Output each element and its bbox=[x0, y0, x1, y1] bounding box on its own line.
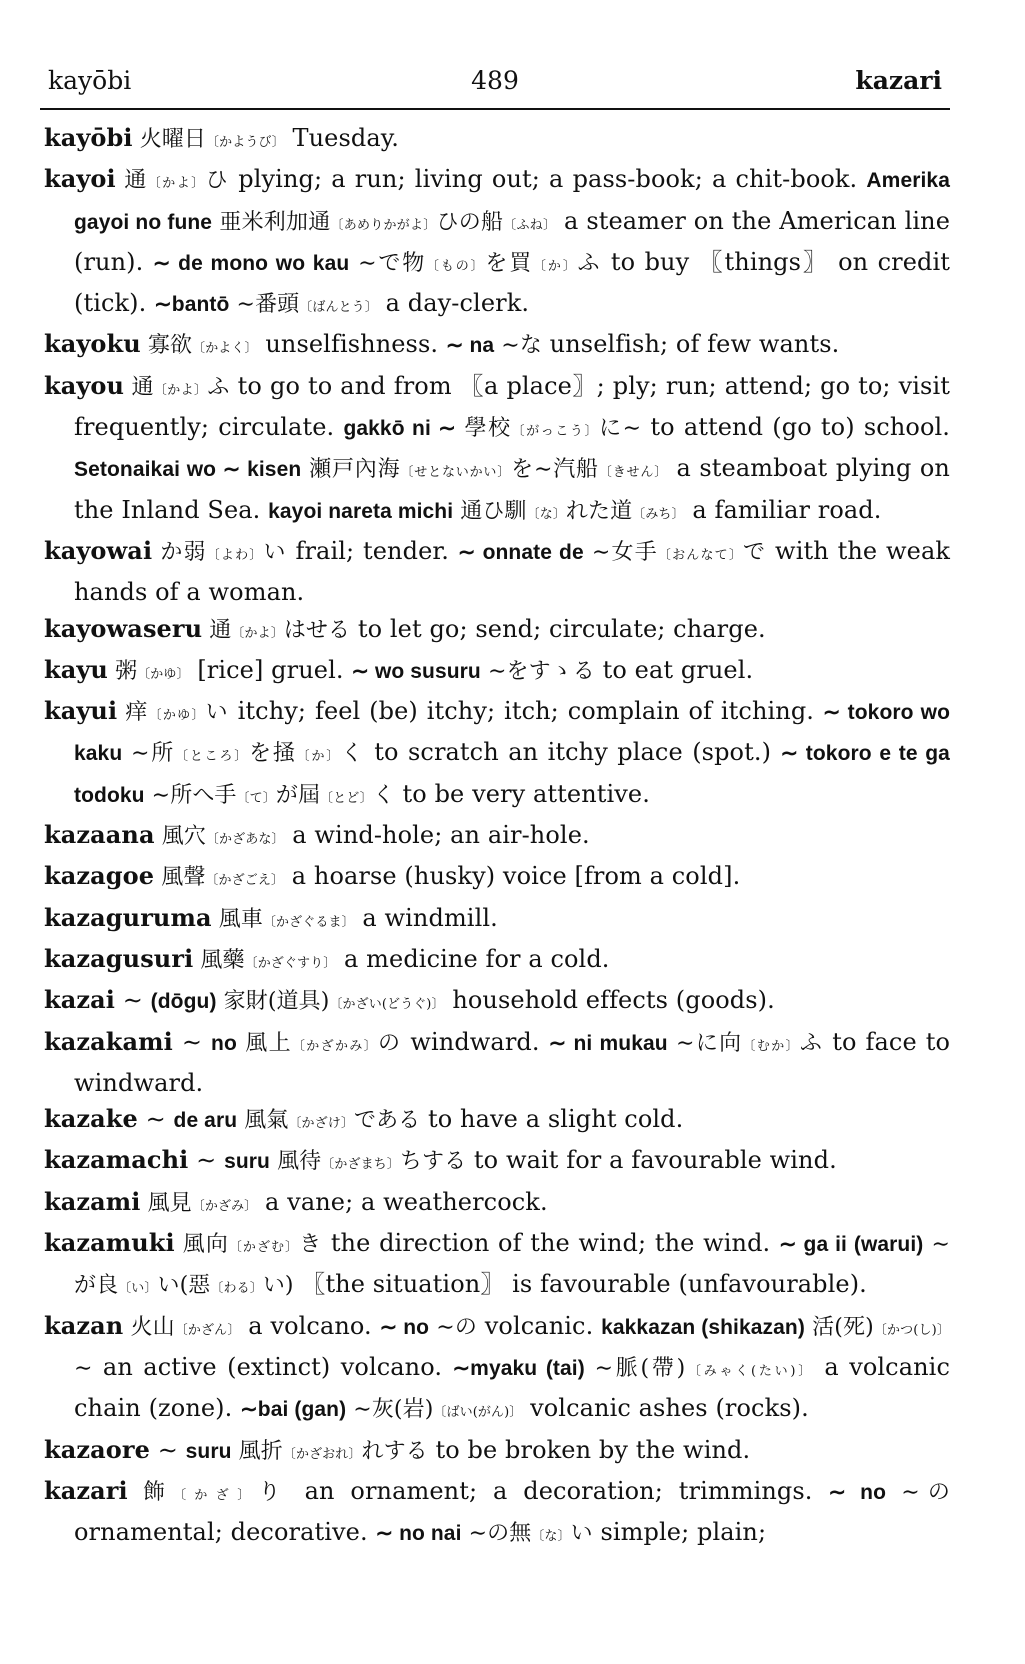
example-romaji: gakkō ni ∼ bbox=[343, 417, 456, 441]
dictionary-entry bbox=[44, 900, 950, 941]
example-romaji: ∼ no bbox=[379, 1315, 430, 1339]
kanji-text: 學校 bbox=[455, 416, 512, 442]
kanji-text: に∼ bbox=[599, 416, 642, 442]
definition-text: unselfish; of few wants. bbox=[541, 330, 840, 359]
definition-text: an active (extinct) volcano. bbox=[92, 1352, 453, 1381]
kanji-text: ∼番頭 bbox=[229, 292, 300, 318]
kanji-text: 飾 bbox=[127, 1479, 174, 1505]
kanji-text: ∼所 bbox=[122, 741, 176, 767]
definition-text: plying; a run; living out; a pass-book; a chit-book. bbox=[229, 165, 867, 194]
kanji-text: ∼が良 bbox=[74, 1232, 950, 1299]
definition-text: a vane; a weathercock. bbox=[257, 1187, 548, 1216]
kanji-text: 火山 bbox=[123, 1314, 175, 1340]
example-romaji: ∼ no bbox=[828, 1480, 887, 1504]
example-romaji: (dōgu) bbox=[150, 990, 217, 1014]
dictionary-entry bbox=[44, 817, 950, 858]
headword: kazai bbox=[44, 985, 115, 1015]
example-romaji: Setonaikai wo ∼ kisen bbox=[74, 458, 302, 482]
reading-gloss: 〔とど〕 bbox=[320, 790, 373, 806]
headword: kayoku bbox=[44, 329, 141, 359]
reading-gloss: 〔な〕 bbox=[531, 1529, 571, 1545]
kanji-text: ∼脈(帶) bbox=[584, 1355, 686, 1381]
reading-gloss: 〔むか〕 bbox=[742, 1038, 800, 1054]
headword: kazaana bbox=[44, 820, 155, 850]
kanji-text: ∼で物 bbox=[349, 250, 427, 276]
reading-gloss: 〔ところ〕 bbox=[175, 749, 250, 765]
definition-text: windward. bbox=[401, 1027, 549, 1056]
reading-gloss: 〔かざみ〕 bbox=[191, 1198, 258, 1214]
reading-gloss: 〔かよ〕 bbox=[147, 176, 206, 192]
kanji-text: 風車 bbox=[211, 906, 263, 932]
kanji-text: ふ bbox=[207, 374, 230, 400]
reading-gloss: 〔か〕 bbox=[296, 749, 342, 765]
definition-text: ∼ bbox=[114, 986, 151, 1015]
example-romaji: kakkazan (shikazan) bbox=[601, 1315, 805, 1339]
reading-gloss: 〔かざぐるま〕 bbox=[262, 914, 355, 930]
reading-gloss: 〔かざけ〕 bbox=[288, 1116, 354, 1132]
example-romaji: suru bbox=[224, 1150, 270, 1174]
reading-gloss: 〔わる〕 bbox=[210, 1281, 263, 1297]
definition-text: volcanic ashes (rocks). bbox=[522, 1394, 809, 1423]
kanji-text: 家財(道具) bbox=[216, 989, 330, 1015]
dictionary-entry bbox=[44, 326, 950, 367]
kanji-text: れする bbox=[361, 1438, 428, 1464]
kanji-text: ふ bbox=[577, 250, 602, 276]
reading-gloss: 〔もの〕 bbox=[426, 258, 486, 274]
headword: kazaguruma bbox=[44, 902, 212, 932]
headword: kazaore bbox=[44, 1434, 150, 1464]
headword: kayou bbox=[44, 370, 125, 400]
example-romaji: ∼ tokoro e te ga todoku bbox=[74, 742, 950, 807]
reading-gloss: 〔ばんとう〕 bbox=[299, 300, 378, 316]
definition-text: a windmill. bbox=[354, 903, 498, 932]
dictionary-page bbox=[40, 60, 950, 1555]
kanji-text: 風上 bbox=[236, 1030, 292, 1056]
kanji-text: い bbox=[263, 539, 287, 565]
example-romaji: ∼bai (gan) bbox=[240, 1398, 347, 1422]
kanji-text: い bbox=[570, 1521, 593, 1547]
example-romaji: ∼ tokoro wo kaku bbox=[74, 701, 950, 766]
example-romaji: ∼ de mono wo kau bbox=[152, 251, 350, 275]
definition-text: a volcanic chain (zone). bbox=[74, 1352, 950, 1423]
kanji-text: 瀬戸內海 bbox=[301, 457, 401, 483]
kanji-text: く bbox=[372, 782, 395, 808]
example-romaji: ∼ onnate de bbox=[457, 540, 584, 564]
dictionary-entry bbox=[44, 368, 950, 533]
kanji-text: ∼所へ手 bbox=[144, 782, 237, 808]
reading-gloss: 〔おんなて〕 bbox=[657, 547, 744, 563]
kanji-text: を∼汽船 bbox=[511, 457, 599, 483]
dictionary-entry bbox=[44, 1142, 950, 1183]
kanji-text: で bbox=[743, 539, 767, 565]
definition-text: to face to windward. bbox=[74, 1027, 951, 1097]
kanji-text: ひの船 bbox=[436, 209, 504, 235]
dictionary-entry bbox=[44, 858, 950, 899]
kanji-text: ∼に向 bbox=[667, 1030, 743, 1056]
headword: kayoi bbox=[44, 164, 116, 194]
dictionary-entry bbox=[44, 1101, 950, 1142]
definition-text: to attend (go to) school. bbox=[641, 413, 950, 442]
definition-text: a familiar road. bbox=[684, 495, 882, 524]
definition-text: to buy 〖things〗 on credit (tick). bbox=[74, 247, 951, 318]
example-romaji: ∼ ni mukau bbox=[548, 1031, 668, 1055]
kanji-text: ∼をすゝる bbox=[480, 658, 595, 684]
dictionary-entry bbox=[44, 161, 950, 326]
reading-gloss: 〔みゃく(たい)〕 bbox=[685, 1363, 814, 1379]
headword: kazagusuri bbox=[44, 943, 194, 973]
kanji-text: い) bbox=[262, 1273, 294, 1299]
kanji-text: である bbox=[353, 1108, 421, 1134]
kanji-text: 粥 bbox=[107, 658, 138, 684]
kanji-text: ふ bbox=[799, 1030, 824, 1056]
reading-gloss: 〔かざおれ〕 bbox=[282, 1446, 362, 1462]
headword: kazami bbox=[44, 1186, 141, 1216]
example-romaji: Amerika gayoi no fune bbox=[74, 169, 950, 234]
definition-text: ornamental; decorative. bbox=[74, 1518, 376, 1547]
reading-gloss: 〔かざ〕 bbox=[173, 1487, 259, 1503]
reading-gloss: 〔か〕 bbox=[533, 258, 578, 274]
kanji-text: い(惡 bbox=[157, 1273, 211, 1299]
headword: kazamuki bbox=[44, 1228, 175, 1258]
headword: kazamachi bbox=[44, 1145, 189, 1175]
reading-gloss: 〔かざかみ〕 bbox=[291, 1038, 379, 1054]
example-romaji: kayoi nareta michi bbox=[268, 499, 454, 523]
dictionary-entry bbox=[44, 982, 950, 1023]
kanji-text: ちする bbox=[399, 1149, 467, 1175]
kanji-text: 火曜日 bbox=[132, 127, 207, 152]
kanji-text: 風藥 bbox=[193, 947, 245, 973]
definition-text: to go to and from 〖a place〗; ply; run; attend; go to; visit frequently; circulate. bbox=[74, 371, 950, 442]
kanji-text: り bbox=[258, 1479, 289, 1505]
headword: kazake bbox=[44, 1104, 138, 1134]
reading-gloss: 〔い〕 bbox=[118, 1281, 158, 1297]
kanji-text: き bbox=[299, 1232, 323, 1258]
definition-text: simple; plain; bbox=[592, 1518, 767, 1547]
definition-text: a wind-hole; an air-hole. bbox=[284, 821, 590, 850]
headword: kayōbi bbox=[44, 123, 133, 152]
kanji-text: ∼灰(岩) bbox=[346, 1397, 434, 1423]
reading-gloss: 〔て〕 bbox=[236, 790, 276, 806]
example-romaji: ∼ ga ii (warui) bbox=[778, 1233, 924, 1257]
dictionary-entry bbox=[44, 611, 950, 652]
page-number: 489 bbox=[471, 66, 519, 95]
example-romaji: de aru bbox=[173, 1109, 238, 1133]
reading-gloss: 〔かようび〕 bbox=[206, 135, 285, 150]
dictionary-entry bbox=[44, 693, 950, 817]
dictionary-entry bbox=[44, 652, 950, 693]
reading-gloss: 〔かざごえ〕 bbox=[205, 873, 285, 889]
kanji-text: が屆 bbox=[275, 782, 321, 808]
definition-text: ∼ bbox=[137, 1105, 174, 1134]
definition-text: to let go; send; circulate; charge. bbox=[350, 614, 766, 643]
kanji-text: 痒 bbox=[117, 700, 149, 726]
kanji-text: 通ひ馴 bbox=[453, 498, 527, 524]
definition-text: with the weak hands of a woman. bbox=[74, 536, 950, 607]
example-romaji: suru bbox=[185, 1439, 232, 1463]
headword: kazari bbox=[44, 1475, 128, 1505]
kanji-text: ∼女手 bbox=[583, 539, 658, 565]
definition-text: to wait for a favourable wind. bbox=[466, 1146, 837, 1175]
definition-text: itchy; feel (be) itchy; itch; complain of itching. bbox=[228, 697, 823, 726]
definition-text: to be very attentive. bbox=[394, 779, 650, 808]
reading-gloss: 〔がっこう〕 bbox=[511, 424, 600, 440]
kanji-text: 活(死) bbox=[804, 1314, 874, 1340]
reading-gloss: 〔かよく〕 bbox=[192, 341, 258, 357]
dictionary-entry bbox=[44, 1308, 950, 1432]
kanji-text: ∼の bbox=[886, 1479, 950, 1505]
page-header bbox=[40, 60, 950, 110]
kanji-text: を買 bbox=[485, 250, 534, 276]
kanji-text: 通 bbox=[124, 374, 154, 400]
definition-text: the direction of the wind; the wind. bbox=[322, 1229, 779, 1258]
kanji-text: く bbox=[341, 741, 365, 767]
definition-text: 〖the situation〗 is favourable (unfavourable). bbox=[293, 1270, 867, 1299]
reading-gloss: 〔きせん〕 bbox=[598, 465, 669, 481]
definition-text: [rice] gruel. bbox=[189, 655, 352, 684]
dictionary-entry bbox=[44, 533, 950, 611]
kanji-text: 風穴 bbox=[154, 824, 206, 850]
kanji-text: か弱 bbox=[152, 539, 207, 565]
kanji-text: 通 bbox=[115, 168, 148, 194]
kanji-text: れた道 bbox=[565, 498, 633, 524]
entry-list bbox=[40, 120, 950, 1555]
reading-gloss: 〔かざむ〕 bbox=[228, 1240, 300, 1256]
definition-text: a medicine for a cold. bbox=[336, 944, 610, 973]
headword: kayui bbox=[44, 696, 118, 726]
kanji-text: 風聲 bbox=[154, 865, 206, 891]
reading-gloss: 〔かゆ〕 bbox=[137, 666, 190, 682]
reading-gloss: 〔かゆ〕 bbox=[148, 708, 206, 724]
definition-text: a volcano. bbox=[240, 1311, 380, 1340]
reading-gloss: 〔かつ(し)〕 bbox=[873, 1322, 950, 1338]
definition-text: to be broken by the wind. bbox=[427, 1435, 751, 1464]
kanji-text: 風折 bbox=[231, 1438, 283, 1464]
kanji-text: の bbox=[378, 1030, 402, 1056]
dictionary-entry bbox=[44, 1184, 950, 1225]
dictionary-entry bbox=[44, 1225, 950, 1308]
kanji-text: 風向 bbox=[174, 1232, 229, 1258]
dictionary-entry bbox=[44, 1024, 950, 1102]
reading-gloss: 〔な〕 bbox=[526, 506, 566, 522]
definition-text: frail; tender. bbox=[286, 536, 458, 565]
kanji-text: を掻 bbox=[249, 741, 297, 767]
definition-text: a steamer on the American line (run). bbox=[74, 206, 950, 276]
definition-text: to eat gruel. bbox=[594, 655, 754, 684]
kanji-text: ∼な bbox=[494, 333, 542, 359]
reading-gloss: 〔かざぐすり〕 bbox=[244, 955, 337, 971]
reading-gloss: 〔かざい(どうぐ)〕 bbox=[329, 997, 445, 1013]
reading-gloss: 〔ふね〕 bbox=[503, 217, 557, 233]
kanji-text: い bbox=[205, 700, 229, 726]
definition-text: household effects (goods). bbox=[444, 986, 775, 1015]
example-romaji: ∼ wo susuru bbox=[351, 659, 481, 683]
dictionary-entry bbox=[44, 120, 950, 161]
definition-text: ∼ bbox=[188, 1146, 225, 1175]
kanji-text: 寡欲 bbox=[140, 333, 193, 359]
kanji-text: ひ bbox=[205, 168, 230, 194]
dictionary-entry bbox=[44, 1432, 950, 1473]
definition-text: a steamboat plying on the Inland Sea. bbox=[74, 454, 950, 524]
example-romaji: ∼bantō bbox=[154, 293, 230, 317]
headword: kazakami bbox=[44, 1026, 173, 1056]
definition-text: a hoarse (husky) voice [from a cold]. bbox=[284, 862, 741, 891]
example-romaji: no bbox=[211, 1031, 237, 1055]
reading-gloss: 〔かよ〕 bbox=[153, 382, 208, 398]
headword: kayu bbox=[44, 654, 108, 684]
example-romaji: ∼ na bbox=[445, 334, 495, 358]
definition-text: volcanic. bbox=[476, 1311, 602, 1340]
headword: kazagoe bbox=[44, 861, 155, 891]
dictionary-entry bbox=[44, 941, 950, 982]
reading-gloss: 〔かざん〕 bbox=[174, 1322, 241, 1338]
kanji-text: 通 bbox=[202, 617, 232, 643]
kanji-text: はせる bbox=[283, 617, 351, 643]
reading-gloss: 〔せとないかい〕 bbox=[400, 465, 512, 481]
kanji-text: 風見 bbox=[140, 1190, 192, 1216]
kanji-text: ∼の bbox=[429, 1314, 477, 1340]
kanji-text: ∼ bbox=[74, 1355, 93, 1381]
definition-text: ∼ bbox=[149, 1435, 186, 1464]
kanji-text: ∼の無 bbox=[461, 1521, 532, 1547]
definition-text: unselfishness. bbox=[257, 330, 446, 359]
header-right-guideword: kazari bbox=[855, 66, 942, 95]
example-romaji: ∼myaku (tai) bbox=[452, 1356, 585, 1380]
kanji-text: 風待 bbox=[269, 1149, 322, 1175]
example-romaji: ∼ no nai bbox=[375, 1522, 462, 1546]
definition-text: to scratch an itchy place (spot.) bbox=[364, 738, 781, 767]
definition-text: to have a slight cold. bbox=[420, 1105, 684, 1134]
headword: kazan bbox=[44, 1310, 124, 1340]
headword: kayowai bbox=[44, 535, 153, 565]
headword: kayowaseru bbox=[44, 613, 203, 643]
kanji-text: 亜米利加通 bbox=[212, 209, 331, 235]
dictionary-entry bbox=[44, 1473, 950, 1556]
reading-gloss: 〔よわ〕 bbox=[206, 547, 264, 563]
definition-text: ∼ bbox=[172, 1027, 212, 1056]
definition-text: an ornament; a decoration; trimmings. bbox=[288, 1476, 829, 1505]
reading-gloss: 〔みち〕 bbox=[632, 506, 685, 522]
definition-text: a day-clerk. bbox=[377, 289, 530, 318]
reading-gloss: 〔かよ〕 bbox=[231, 625, 284, 641]
kanji-text: 風氣 bbox=[237, 1108, 289, 1134]
definition-text: Tuesday. bbox=[284, 124, 399, 152]
reading-gloss: 〔あめりかがよ〕 bbox=[330, 217, 437, 233]
reading-gloss: 〔ばい(がん)〕 bbox=[433, 1405, 523, 1421]
header-left-guideword: kayōbi bbox=[48, 66, 132, 95]
reading-gloss: 〔かざまち〕 bbox=[321, 1157, 400, 1173]
reading-gloss: 〔かざあな〕 bbox=[205, 832, 285, 848]
